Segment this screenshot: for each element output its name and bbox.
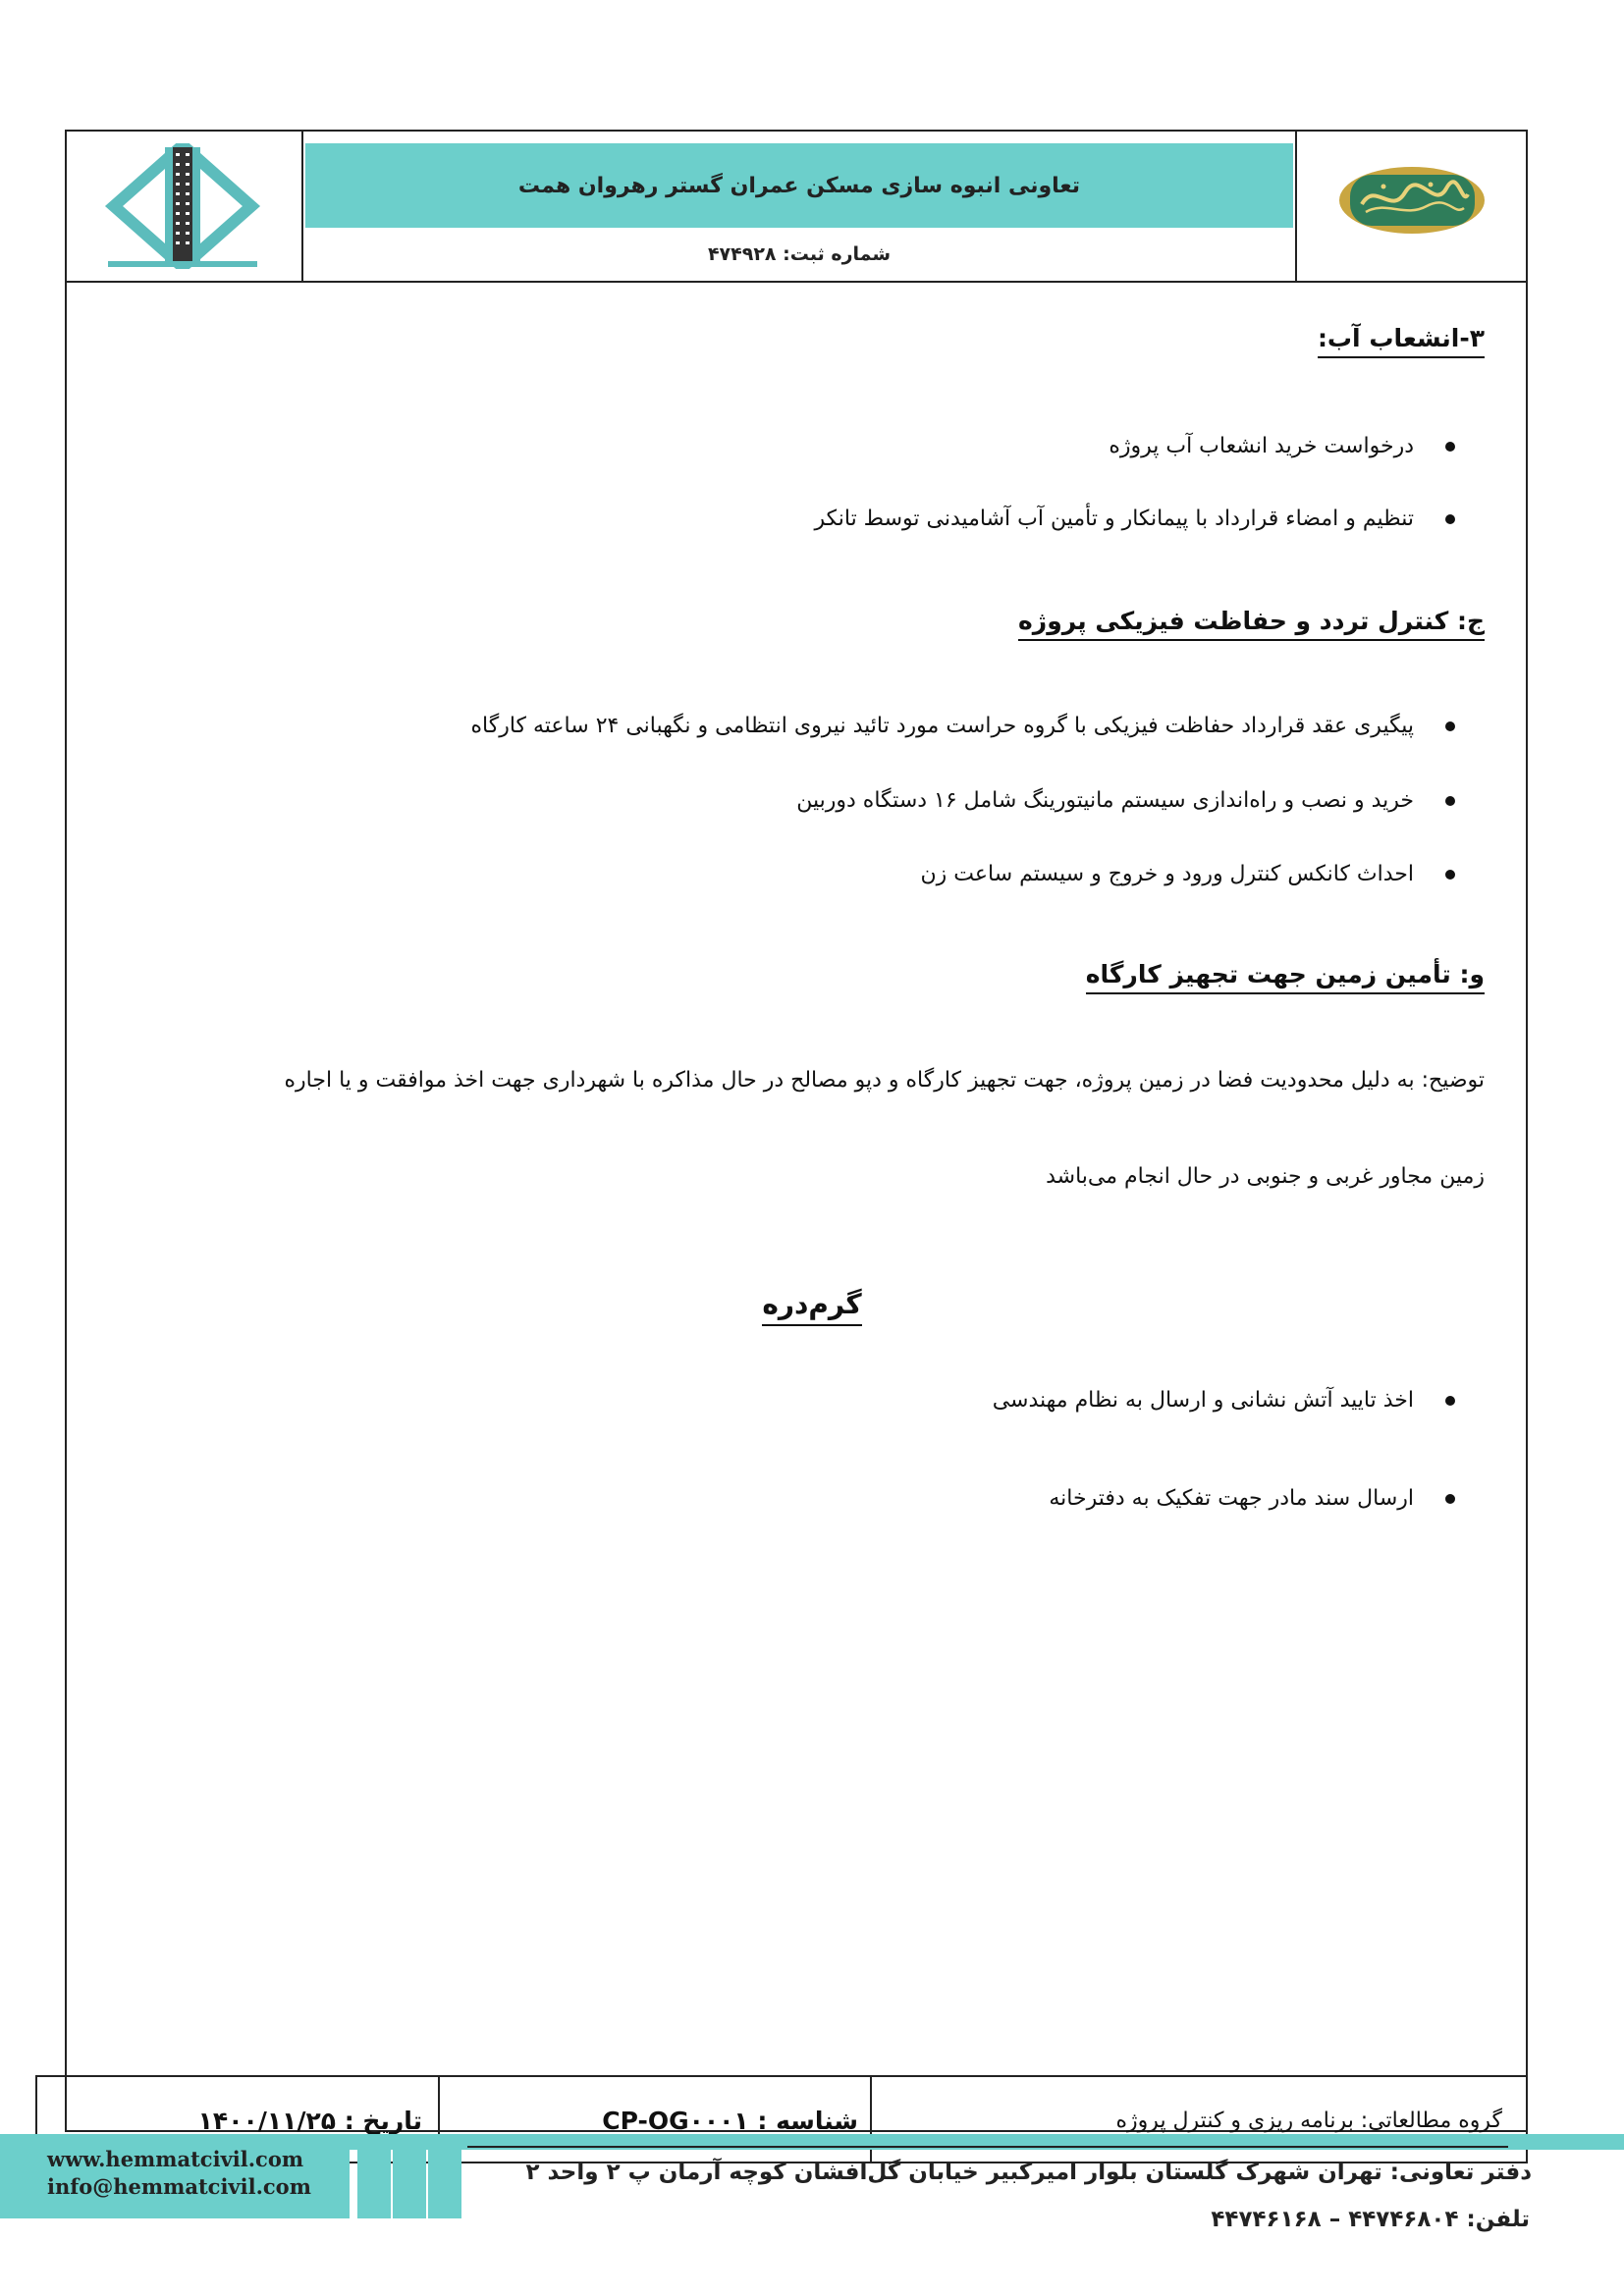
bullet-icon xyxy=(1445,1396,1455,1406)
land-description-line-1: توضیح: به دلیل محدودیت فضا در زمین پروژه، جهت تجهیز کارگاه و دپو مصالح در حال مذاکره با شهرداری جهت اخذ موافقت و یا اجاره xyxy=(284,1068,1485,1093)
section-heading-water: ۳-انشعاب آب: xyxy=(1318,324,1485,358)
list-item xyxy=(471,714,1486,738)
list-item-text: اخذ تایید آتش نشانی و ارسال به نظام مهندسی xyxy=(992,1388,1414,1413)
date-cell: تاریخ : ۱۴۰۰/۱۱/۲۵ xyxy=(197,2106,422,2135)
bullet-icon xyxy=(1445,514,1455,524)
list-item-text: خرید و نصب و راه‌اندازی سیستم مانیتورینگ شامل ۱۶ دستگاه دوربین xyxy=(796,788,1414,813)
footer-teal-strip xyxy=(393,2134,426,2218)
company-logo-icon xyxy=(104,143,261,269)
footer-teal-strip xyxy=(357,2134,391,2218)
company-name: تعاونی انبوه سازی مسکن عمران گستر رهروان همت xyxy=(517,173,1081,198)
document-id-cell: شناسه : CP-OG۰۰۰۱ xyxy=(438,2077,870,2163)
phone-numbers: تلفن: ۴۴۷۴۶۸۰۴ – ۴۴۷۴۶۱۶۸ xyxy=(1211,2207,1530,2232)
garmdareh-title: گرم‌دره xyxy=(762,1288,861,1326)
bullet-icon xyxy=(1445,870,1455,880)
section-heading-land: و: تأمین زمین جهت تجهیز کارگاه xyxy=(1086,960,1485,994)
list-item xyxy=(796,788,1485,813)
study-group-cell: گروه مطالعاتی: برنامه ریزی و کنترل پروژه xyxy=(870,2077,1526,2163)
bullet-icon xyxy=(1445,442,1455,452)
logo-cell xyxy=(65,130,303,281)
list-item xyxy=(921,862,1486,886)
footer-contact-web xyxy=(47,2146,311,2201)
list-item xyxy=(814,507,1485,531)
list-item xyxy=(1109,434,1485,458)
list-item-text: ارسال سند مادر جهت تفکیک به دفترخانه xyxy=(1049,1486,1414,1511)
bullet-icon xyxy=(1445,1494,1455,1504)
footer-divider xyxy=(467,2146,1508,2148)
list-item-text: احداث کانکس کنترل ورود و خروج و سیستم ساعت زن xyxy=(920,862,1414,886)
section-heading-control: ج: کنترل تردد و حفاظت فیزیکی پروژه xyxy=(1018,607,1485,641)
office-address: دفتر تعاونی: تهران شهرک گلستان بلوار امیرکبیر خیابان گل‌افشان کوچه آرمان پ ۲ واحد ۲ xyxy=(525,2160,1532,2185)
calligraphy-emblem-icon xyxy=(1336,161,1489,240)
emblem-cell xyxy=(1295,130,1528,281)
bullet-icon xyxy=(1445,721,1455,731)
list-item-text: تنظیم و امضاء قرارداد با پیمانکار و تأمین آب آشامیدنی توسط تانکر xyxy=(814,507,1414,531)
website-link[interactable]: www.hemmatcivil.com xyxy=(47,2147,304,2171)
footer-teal-strip xyxy=(428,2134,461,2218)
letterhead xyxy=(65,130,1528,283)
page-frame xyxy=(65,130,1528,2132)
section-heading-garmdareh xyxy=(0,1288,1624,1326)
registration-number: شماره ثبت: ۴۷۴۹۲۸ xyxy=(707,243,892,265)
list-item xyxy=(993,1388,1485,1413)
header-title-band xyxy=(305,143,1293,228)
email-link[interactable]: info@hemmatcivil.com xyxy=(47,2174,311,2199)
land-description-line-2: زمین مجاور غربی و جنوبی در حال انجام می‌باشد xyxy=(1046,1164,1485,1189)
list-item-text: درخواست خرید انشعاب آب پروژه xyxy=(1109,434,1414,458)
bullet-icon xyxy=(1445,796,1455,806)
list-item-text: پیگیری عقد قرارداد حفاظت فیزیکی با گروه حراست مورد تائید نیروی انتظامی و نگهبانی ۲۴ ساعته کارگاه xyxy=(470,714,1414,738)
list-item xyxy=(1049,1486,1485,1511)
